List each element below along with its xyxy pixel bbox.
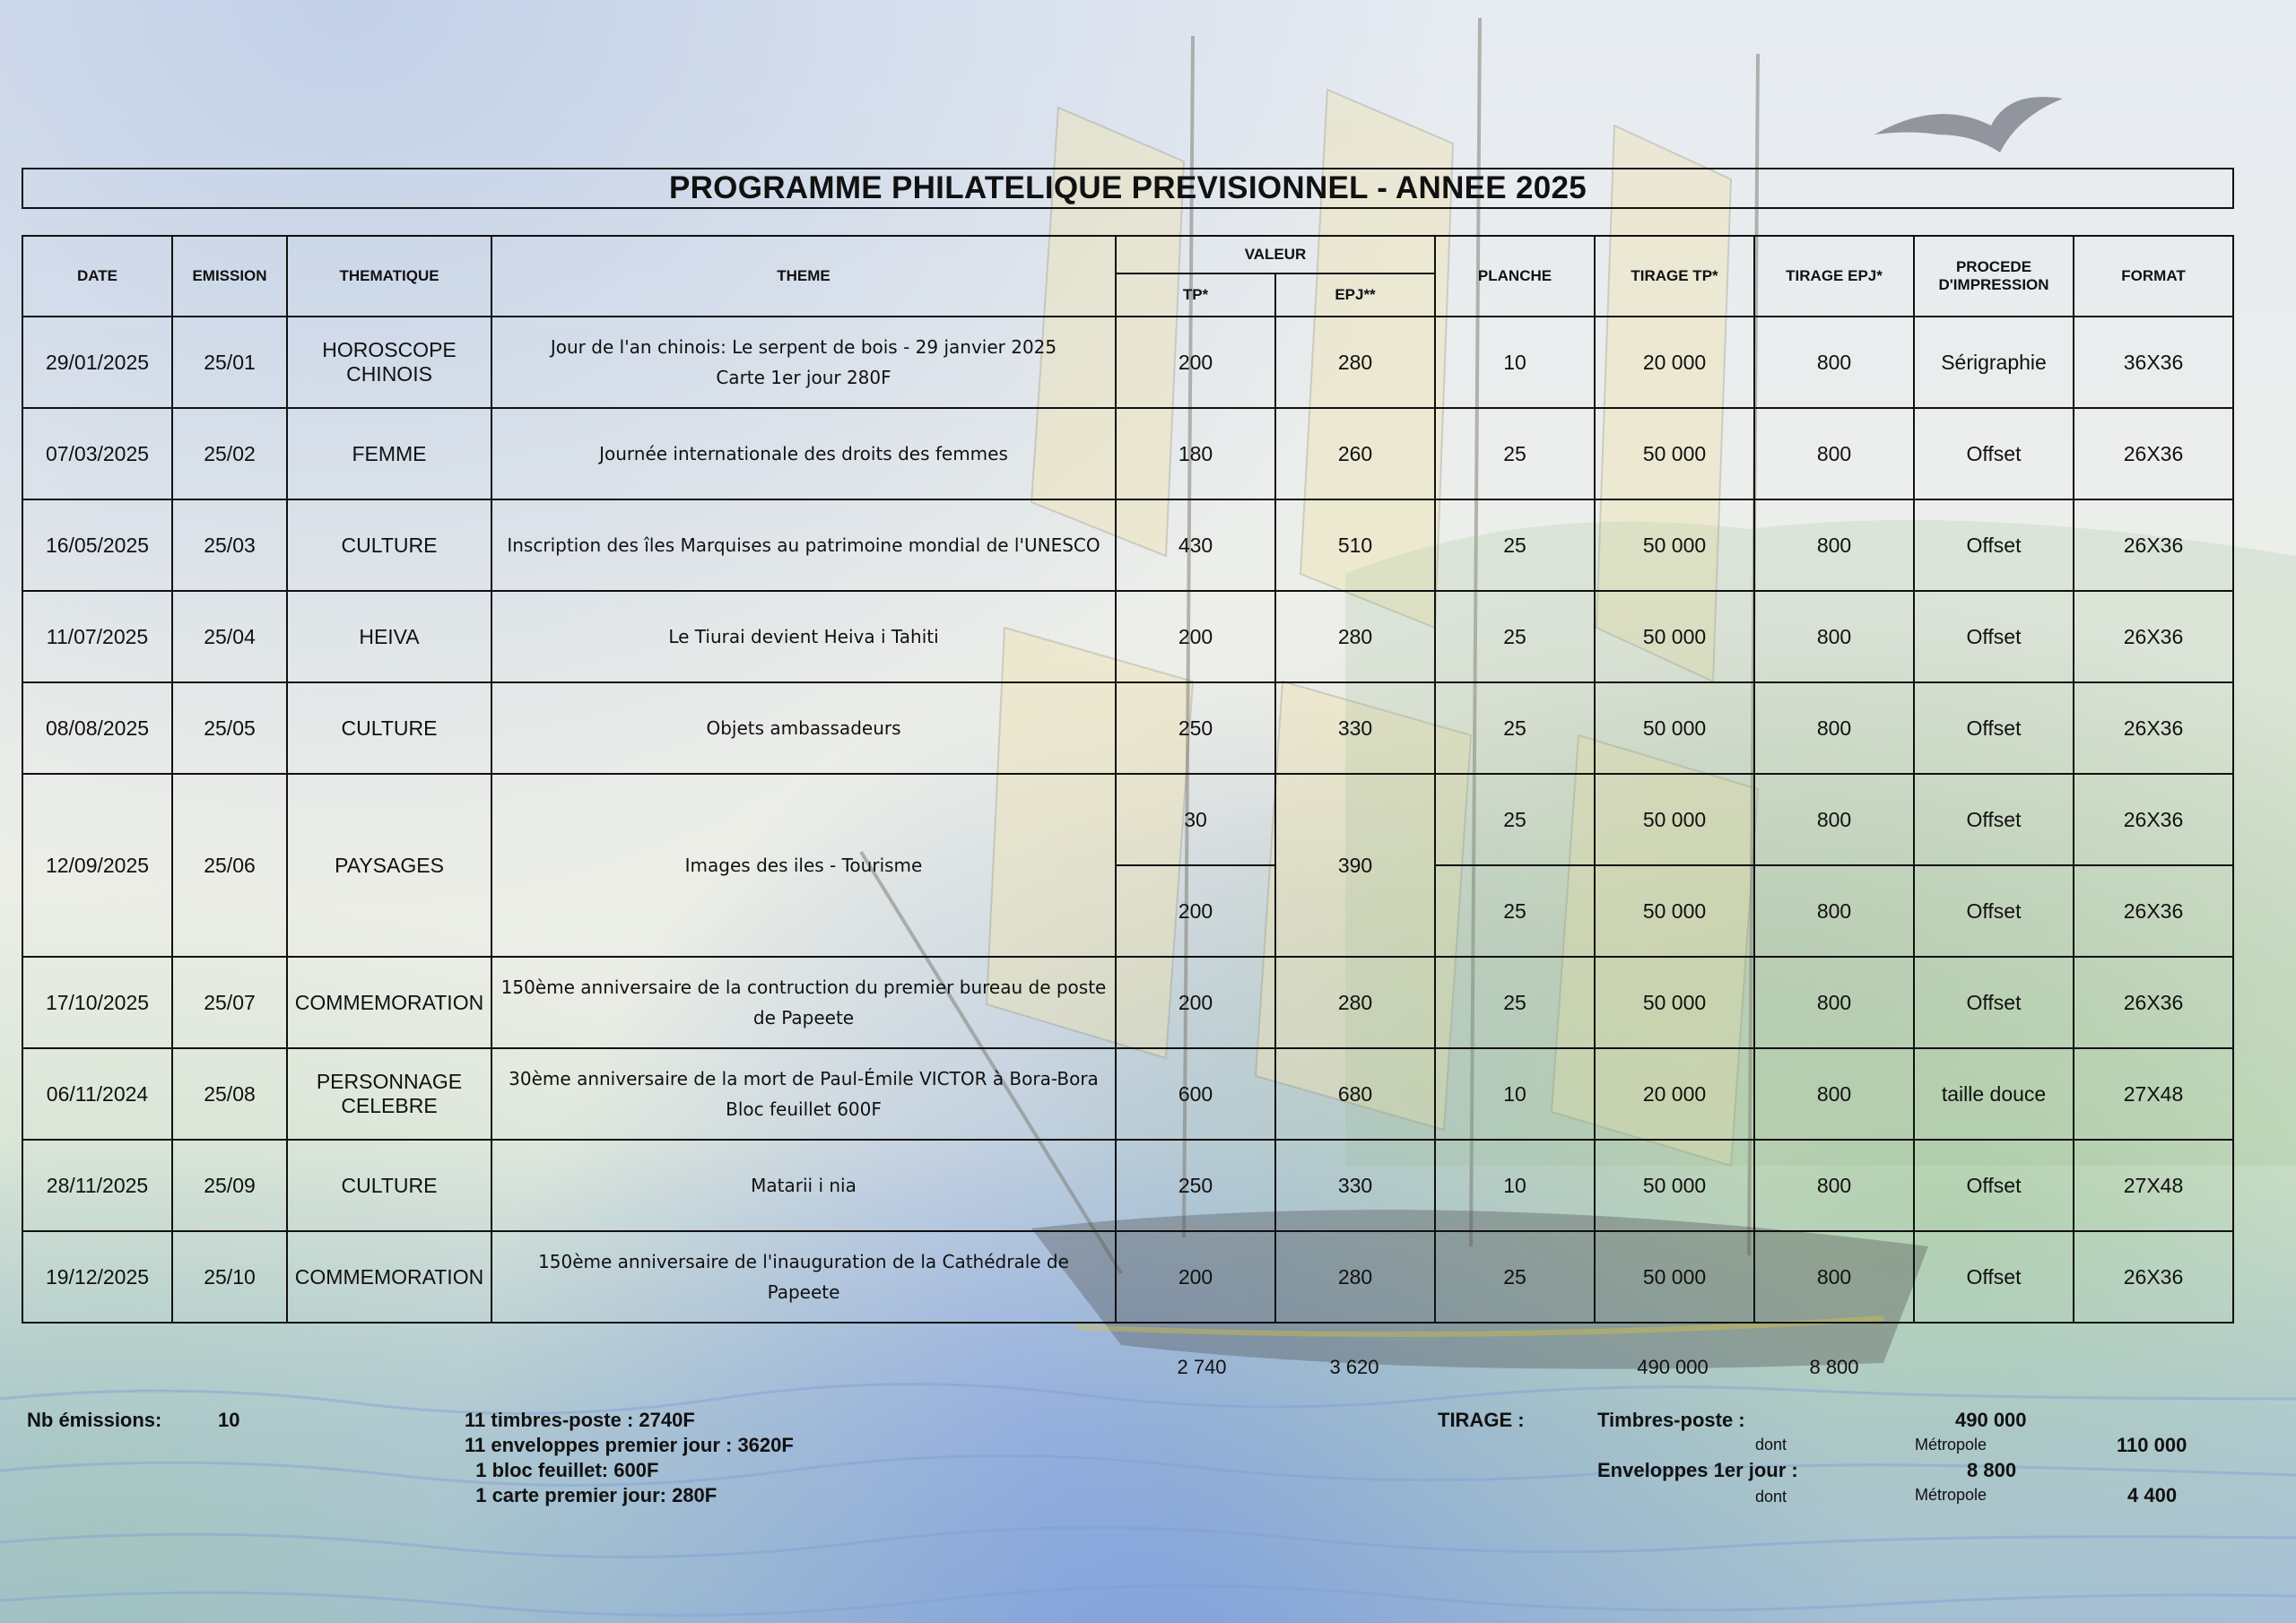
tirage-tp-cell: 50 000 [1595, 1231, 1754, 1323]
theme-line2: Carte 1er jour 280F [716, 367, 891, 388]
epj-cell: 330 [1275, 682, 1435, 774]
theme-line1: Journée internationale des droits des femmes [599, 443, 1008, 464]
tp-cell: 200 [1116, 957, 1275, 1048]
epj-cell: 680 [1275, 1048, 1435, 1140]
tp-cell: 250 [1116, 1140, 1275, 1231]
theme-line1: Objets ambassadeurs [706, 717, 901, 739]
theme-line1: 30ème anniversaire de la mort de Paul-Émile VICTOR à Bora-Bora [509, 1068, 1099, 1089]
enveloppes-label: Enveloppes 1er jour : [1597, 1459, 1798, 1481]
tirage-epj-cell: 800 [1754, 957, 1914, 1048]
emission-cell: 25/05 [172, 682, 287, 774]
tirage-epj-cell: 800 [1754, 865, 1914, 957]
table-row [22, 591, 2233, 682]
procede-cell: Sérigraphie [1914, 317, 2074, 408]
planche-cell: 25 [1435, 865, 1595, 957]
thematique-cell: PAYSAGES [287, 774, 491, 957]
tp-cell: 200 [1116, 865, 1275, 957]
thematique-cell [287, 317, 491, 408]
theme-cell [491, 499, 1116, 591]
date-cell: 17/10/2025 [22, 957, 172, 1048]
thematique-cell [287, 408, 491, 499]
date-cell: 29/01/2025 [22, 317, 172, 408]
thematique-line1: CULTURE [341, 716, 438, 740]
header-thematique: THEMATIQUE [287, 236, 491, 317]
epj-cell: 280 [1275, 957, 1435, 1048]
format-cell: 27X48 [2074, 1048, 2233, 1140]
thematique-cell [287, 591, 491, 682]
thematique-line2: CHINOIS [346, 362, 432, 386]
theme-line1: Le Tiurai devient Heiva i Tahiti [668, 626, 939, 647]
dont-label: dont [1755, 1488, 1787, 1506]
theme-line1: 150ème anniversaire de la contruction du premier bureau de poste [500, 976, 1107, 998]
theme-line1: Jour de l'an chinois: Le serpent de bois - 29 janvier 2025 [550, 336, 1057, 358]
page-title: PROGRAMME PHILATELIQUE PREVISIONNEL - ANNEE 2025 [22, 168, 2234, 209]
tirage-tp-cell: 50 000 [1595, 408, 1754, 499]
planche-cell: 10 [1435, 317, 1595, 408]
emission-cell: 25/08 [172, 1048, 287, 1140]
total-tirage-epj: 8 800 [1809, 1356, 1859, 1378]
tirage-epj-cell: 800 [1754, 499, 1914, 591]
theme-cell [491, 317, 1116, 408]
tirage-epj-cell: 800 [1754, 1140, 1914, 1231]
emission-cell: 25/01 [172, 317, 287, 408]
thematique-line1: HOROSCOPE [322, 338, 457, 361]
epj-cell: 510 [1275, 499, 1435, 591]
total-tp: 2 740 [1177, 1356, 1227, 1378]
header-format: FORMAT [2074, 236, 2233, 317]
tirage-tp-cell: 50 000 [1595, 591, 1754, 682]
thematique-line1: CULTURE [341, 533, 438, 557]
procede-cell: Offset [1914, 499, 2074, 591]
tirage-tp-cell: 20 000 [1595, 1048, 1754, 1140]
tirage-tp-cell: 50 000 [1595, 865, 1754, 957]
tp-cell: 250 [1116, 682, 1275, 774]
tp-cell: 200 [1116, 317, 1275, 408]
table-row [22, 682, 2233, 774]
planche-cell: 25 [1435, 408, 1595, 499]
procede-cell: Offset [1914, 774, 2074, 865]
theme-line2: de Papeete [752, 1007, 855, 1028]
thematique-line1: FEMME [352, 441, 427, 465]
total-tirage-tp: 490 000 [1637, 1356, 1709, 1378]
enveloppes-value: 8 800 [1967, 1459, 2017, 1481]
procede-cell: Offset [1914, 591, 2074, 682]
emission-cell: 25/02 [172, 408, 287, 499]
theme-cell [491, 1231, 1116, 1323]
thematique-line1: CULTURE [341, 1173, 438, 1197]
dont-label: dont [1755, 1436, 1787, 1454]
total-epj: 3 620 [1329, 1356, 1379, 1378]
header-procede-line1: PROCEDE [1955, 258, 2032, 275]
date-cell: 11/07/2025 [22, 591, 172, 682]
nb-emissions-value: 10 [218, 1409, 240, 1431]
theme-line1: 150ème anniversaire de l'inauguration de la Cathédrale de [538, 1251, 1069, 1272]
tirage-label: TIRAGE : [1438, 1409, 1525, 1431]
header-emission: EMISSION [172, 236, 287, 317]
table-row [22, 408, 2233, 499]
table-row [22, 957, 2233, 1048]
metropole-label: Métropole [1915, 1486, 1987, 1504]
procede-cell: Offset [1914, 682, 2074, 774]
format-cell: 26X36 [2074, 1231, 2233, 1323]
timbres-label: Timbres-poste : [1597, 1409, 1745, 1431]
summary-line: 1 bloc feuillet: 600F [465, 1459, 659, 1481]
table-row [22, 1231, 2233, 1323]
tirage-epj-cell: 800 [1754, 682, 1914, 774]
table-row [22, 317, 2233, 408]
tirage-tp-cell: 50 000 [1595, 774, 1754, 865]
table-header-row [22, 236, 2233, 273]
date-cell: 16/05/2025 [22, 499, 172, 591]
tp-cell: 200 [1116, 591, 1275, 682]
tirage-tp-cell: 20 000 [1595, 317, 1754, 408]
planche-cell: 10 [1435, 1048, 1595, 1140]
table-row [22, 499, 2233, 591]
procede-cell: taille douce [1914, 1048, 2074, 1140]
theme-cell [491, 1048, 1116, 1140]
thematique-line2: CELEBRE [341, 1094, 438, 1117]
planche-cell: 10 [1435, 1140, 1595, 1231]
date-cell: 12/09/2025 [22, 774, 172, 957]
header-valeur: VALEUR [1116, 236, 1435, 273]
planche-cell: 25 [1435, 957, 1595, 1048]
theme-cell: Images des iles - Tourisme [491, 774, 1116, 957]
program-table [22, 235, 2234, 1324]
epj-cell: 280 [1275, 317, 1435, 408]
header-tirage-epj: TIRAGE EPJ* [1754, 236, 1914, 317]
tirage-tp-cell: 50 000 [1595, 957, 1754, 1048]
planche-cell: 25 [1435, 499, 1595, 591]
tp-cell: 600 [1116, 1048, 1275, 1140]
tirage-tp-cell: 50 000 [1595, 1140, 1754, 1231]
tirage-tp-cell: 50 000 [1595, 499, 1754, 591]
date-cell: 07/03/2025 [22, 408, 172, 499]
header-procede [1914, 236, 2074, 317]
thematique-line1: HEIVA [359, 624, 420, 648]
header-tirage-tp: TIRAGE TP* [1595, 236, 1754, 317]
emission-cell: 25/06 [172, 774, 287, 957]
thematique-line1: COMMEMORATION [294, 1264, 484, 1289]
tp-cell: 200 [1116, 1231, 1275, 1323]
thematique-cell [287, 957, 491, 1048]
theme-cell [491, 682, 1116, 774]
nb-emissions-label: Nb émissions: [27, 1409, 162, 1431]
theme-line1: Matarii i nia [751, 1175, 857, 1196]
summary-line: 11 enveloppes premier jour : 3620F [465, 1434, 794, 1456]
header-planche: PLANCHE [1435, 236, 1595, 317]
epj-cell: 330 [1275, 1140, 1435, 1231]
epj-cell: 280 [1275, 591, 1435, 682]
format-cell: 27X48 [2074, 1140, 2233, 1231]
format-cell: 26X36 [2074, 408, 2233, 499]
format-cell: 26X36 [2074, 957, 2233, 1048]
planche-cell: 25 [1435, 682, 1595, 774]
date-cell: 19/12/2025 [22, 1231, 172, 1323]
tp-cell: 180 [1116, 408, 1275, 499]
thematique-cell [287, 1231, 491, 1323]
table-row [22, 1048, 2233, 1140]
thematique-line1: COMMEMORATION [294, 990, 484, 1014]
theme-line1: Inscription des îles Marquises au patrimoine mondial de l'UNESCO [507, 534, 1100, 556]
format-cell: 26X36 [2074, 591, 2233, 682]
emission-cell: 25/04 [172, 591, 287, 682]
theme-line2: Papeete [767, 1281, 840, 1303]
header-procede-line2: D'IMPRESSION [1938, 276, 2049, 293]
tirage-epj-cell: 800 [1754, 408, 1914, 499]
tirage-epj-cell: 800 [1754, 1231, 1914, 1323]
theme-cell [491, 591, 1116, 682]
thematique-cell [287, 1140, 491, 1231]
procede-cell: Offset [1914, 1140, 2074, 1231]
tirage-tp-cell: 50 000 [1595, 682, 1754, 774]
emission-cell: 25/03 [172, 499, 287, 591]
planche-cell: 25 [1435, 1231, 1595, 1323]
tirage-epj-cell: 800 [1754, 317, 1914, 408]
summary-line: 11 timbres-poste : 2740F [465, 1409, 695, 1431]
header-tp: TP* [1116, 273, 1275, 317]
date-cell: 08/08/2025 [22, 682, 172, 774]
format-cell: 26X36 [2074, 774, 2233, 865]
emission-cell: 25/07 [172, 957, 287, 1048]
procede-cell: Offset [1914, 865, 2074, 957]
tirage-epj-cell: 800 [1754, 1048, 1914, 1140]
date-cell: 06/11/2024 [22, 1048, 172, 1140]
table-row [22, 774, 2233, 865]
format-cell: 36X36 [2074, 317, 2233, 408]
emission-cell: 25/10 [172, 1231, 287, 1323]
format-cell: 26X36 [2074, 865, 2233, 957]
tirage-epj-cell: 800 [1754, 591, 1914, 682]
table-row [22, 1140, 2233, 1231]
epj-cell: 390 [1275, 774, 1435, 957]
emission-cell: 25/09 [172, 1140, 287, 1231]
tp-cell: 30 [1116, 774, 1275, 865]
procede-cell: Offset [1914, 957, 2074, 1048]
format-cell: 26X36 [2074, 682, 2233, 774]
metropole-label: Métropole [1915, 1436, 1987, 1454]
summary-line: 1 carte premier jour: 280F [465, 1484, 718, 1506]
epj-cell: 260 [1275, 408, 1435, 499]
tirage-epj-cell: 800 [1754, 774, 1914, 865]
theme-cell [491, 408, 1116, 499]
thematique-line1: PERSONNAGE [316, 1070, 463, 1093]
thematique-cell [287, 682, 491, 774]
format-cell: 26X36 [2074, 499, 2233, 591]
metropole-value: 110 000 [2117, 1434, 2187, 1456]
thematique-cell [287, 499, 491, 591]
timbres-value: 490 000 [1955, 1409, 2027, 1431]
metropole-value: 4 400 [2127, 1484, 2178, 1506]
epj-cell: 280 [1275, 1231, 1435, 1323]
header-date: DATE [22, 236, 172, 317]
theme-line2: Bloc feuillet 600F [726, 1098, 882, 1120]
planche-cell: 25 [1435, 591, 1595, 682]
procede-cell: Offset [1914, 1231, 2074, 1323]
date-cell: 28/11/2025 [22, 1140, 172, 1231]
procede-cell: Offset [1914, 408, 2074, 499]
planche-cell: 25 [1435, 774, 1595, 865]
header-epj: EPJ** [1275, 273, 1435, 317]
theme-cell [491, 957, 1116, 1048]
theme-cell [491, 1140, 1116, 1231]
tp-cell: 430 [1116, 499, 1275, 591]
header-theme: THEME [491, 236, 1116, 317]
thematique-cell [287, 1048, 491, 1140]
